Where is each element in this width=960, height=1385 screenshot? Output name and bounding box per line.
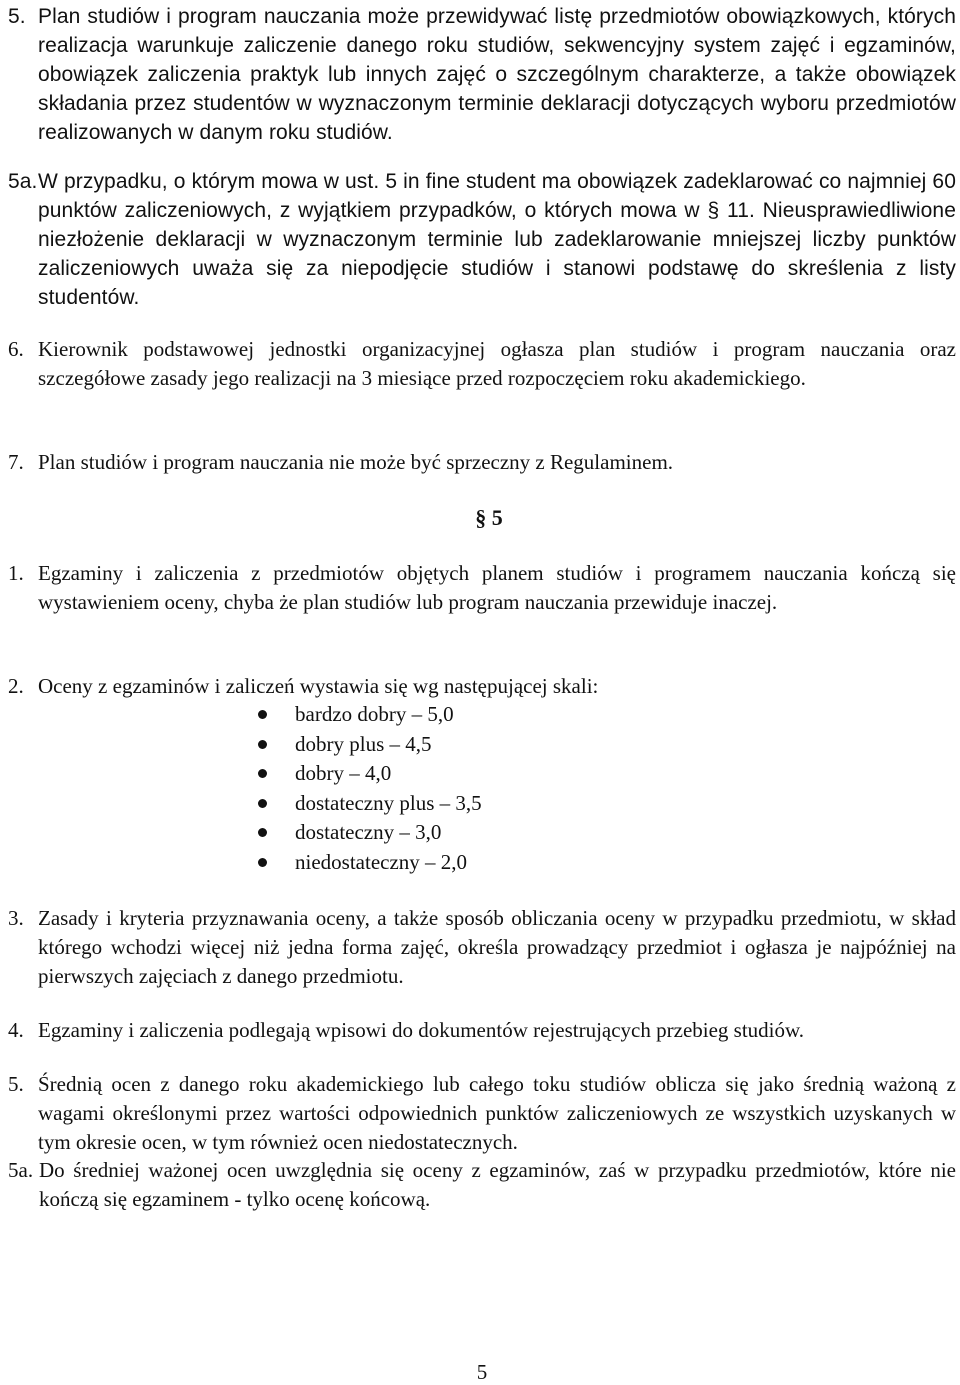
bullet-icon <box>258 828 267 837</box>
paragraph-number: 4. <box>8 1018 24 1042</box>
bullet-icon <box>258 740 267 749</box>
paragraph-text: Plan studiów i program nauczania może przewidywać listę przedmiotów obowiązkowych, których realizacja warunkuje zaliczenie danego roku studiów, sekwencyjny system zajęć i egzaminów, obowiązek zaliczenia praktyk lub innych zajęć o szczególnym charakterze, a także obowiązek składania przez studentów w wyznaczonym terminie deklaracji dotyczących wyboru przedmiotów realizowanych w danym roku studiów. <box>38 5 956 144</box>
paragraph-text: Zasady i kryteria przyznawania oceny, a także sposób obliczania oceny w przypadku przedmiotu, w skład którego wchodzi więcej niż jedna forma zajęć, określa prowadzący przedmiot i ogłasza je najpóźniej na pierwszych zajęciach z danego przedmiotu. <box>38 906 956 988</box>
paragraph-text: Do średniej ważonej ocen uwzględnia się oceny z egzaminów, zaś w przypadku przedmiotów, które nie kończą się egzaminem - tylko ocenę końcową. <box>39 1158 956 1211</box>
paragraph-s5-5a <box>8 1156 956 1214</box>
bullet-icon <box>258 858 267 867</box>
paragraph-text: W przypadku, o którym mowa w ust. 5 in fine student ma obowiązek zadeklarować co najmniej 60 punktów zaliczeniowych, z wyjątkiem przypadków, o których mowa w § 11. Nieusprawiedliwione niezłożenie deklaracji w wyznaczonym terminie lub zadeklarowanie mniejszej liczby punktów zaliczeniowych uważa się za niepodjęcie studiów i stanowi podstawę do skreślenia z listy studentów. <box>38 170 956 309</box>
paragraph-text: Średnią ocen z danego roku akademickiego lub całego toku studiów oblicza się jako średnią ważoną z wagami określonymi przez wartości odpowiednich punktów zaliczeniowych ze wszystkich uzyskanych w tym okresie ocen, w tym również ocen niedostatecznych. <box>38 1072 956 1154</box>
paragraph-number: 5a. <box>8 170 38 193</box>
paragraph-6 <box>8 335 956 393</box>
paragraph-text: Egzaminy i zaliczenia z przedmiotów objętych planem studiów i programem nauczania kończą się wystawieniem oceny, chyba że plan studiów lub program nauczania przewiduje inaczej. <box>38 561 956 614</box>
paragraph-number: 6. <box>8 337 24 361</box>
paragraph-5a <box>8 167 956 312</box>
list-item: dobry – 4,0 <box>258 759 482 789</box>
paragraph-number: 2. <box>8 674 24 698</box>
list-item: dobry plus – 4,5 <box>258 730 482 760</box>
bullet-icon <box>258 710 267 719</box>
paragraph-text: Egzaminy i zaliczenia podlegają wpisowi do dokumentów rejestrujących przebieg studiów. <box>38 1018 805 1042</box>
paragraph-number: 5. <box>8 1072 24 1096</box>
paragraph-number: 1. <box>8 561 24 585</box>
paragraph-s5-4 <box>8 1016 956 1045</box>
paragraph-s5-2 <box>8 672 956 701</box>
paragraph-7 <box>8 448 956 477</box>
section-heading: § 5 <box>475 505 503 530</box>
paragraph-text: Kierownik podstawowej jednostki organizacyjnej ogłasza plan studiów i program nauczania oraz szczegółowe zasady jego realizacji na 3 miesiące przed rozpoczęciem roku akademickiego. <box>38 337 956 390</box>
paragraph-text: Plan studiów i program nauczania nie może być sprzeczny z Regulaminem. <box>38 450 674 474</box>
bullet-icon <box>258 799 267 808</box>
paragraph-text: Oceny z egzaminów i zaliczeń wystawia się wg następującej skali: <box>38 674 599 698</box>
bullet-icon <box>258 769 267 778</box>
paragraph-number: 3. <box>8 906 24 930</box>
paragraph-s5-1 <box>8 559 956 617</box>
paragraph-5 <box>8 2 956 147</box>
page-number: 5 <box>476 1360 488 1384</box>
list-item: bardzo dobry – 5,0 <box>258 700 482 730</box>
paragraph-number: 5a. <box>8 1158 34 1182</box>
paragraph-number: 7. <box>8 450 24 474</box>
paragraph-s5-5 <box>8 1070 956 1157</box>
paragraph-number: 5. <box>8 5 26 28</box>
grade-scale-list <box>258 700 482 877</box>
list-item: dostateczny plus – 3,5 <box>258 789 482 819</box>
list-item: niedostateczny – 2,0 <box>258 848 482 878</box>
list-item: dostateczny – 3,0 <box>258 818 482 848</box>
paragraph-s5-3 <box>8 904 956 991</box>
